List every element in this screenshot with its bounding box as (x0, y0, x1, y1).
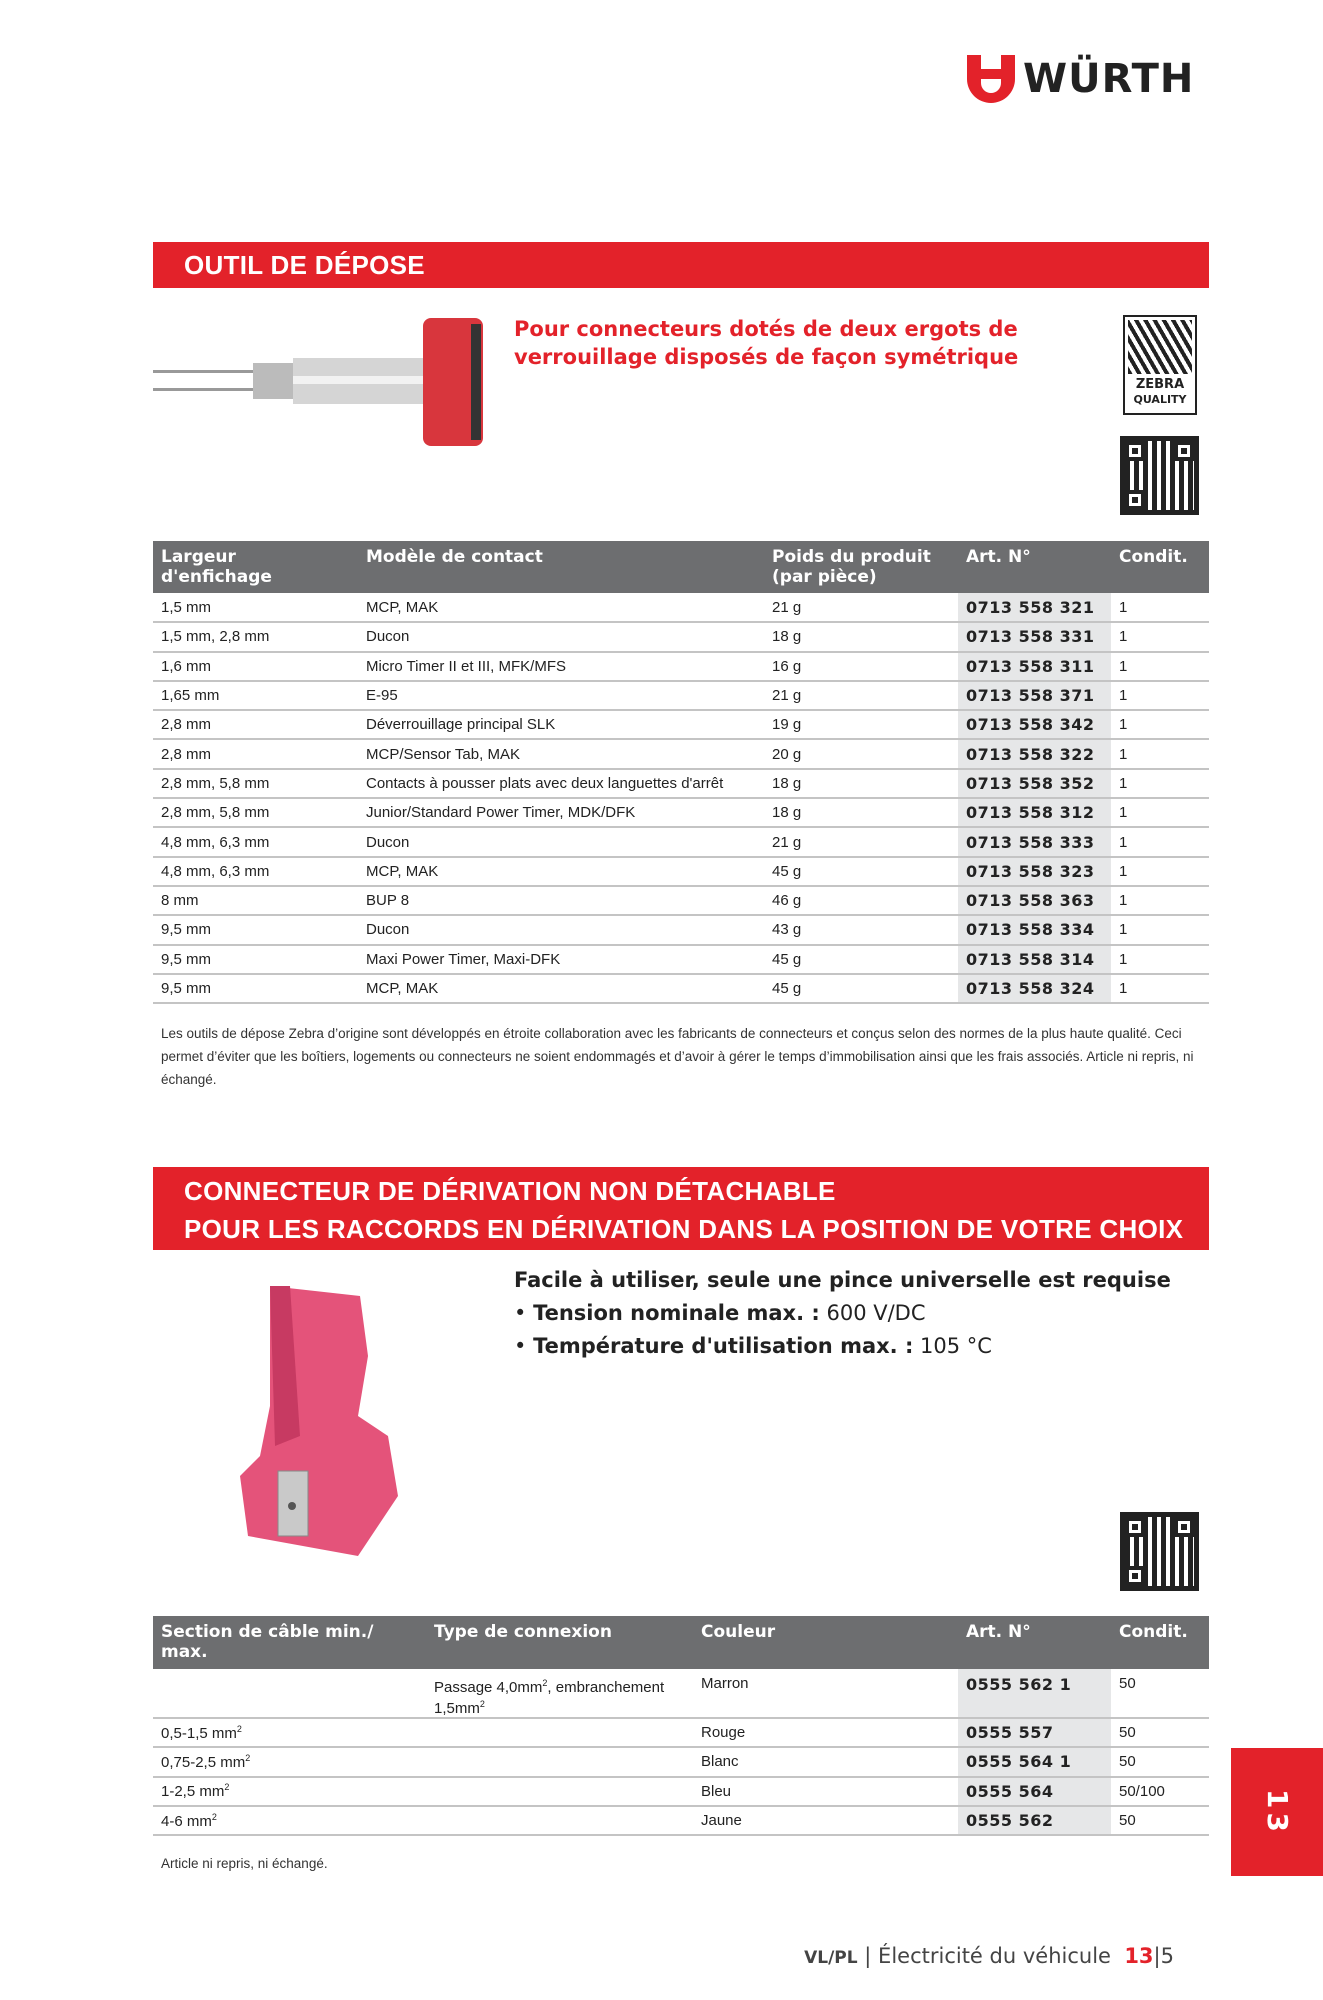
cell-modele: MCP, MAK (358, 974, 764, 1003)
cell-art: 0713 558 322 (958, 739, 1111, 768)
section1-note: Les outils de dépose Zebra d’origine sont développés en étroite collaboration avec les fabricants de connecteurs et conçus selon des normes de la plus haute qualité. Ceci permet d’éviter que les boîtiers, logements ou connecteurs ne soient endommagés et d’avoir à gérer le temps d’immobilisation ainsi que les frais associés. Article ni repris, ni échangé. (161, 1026, 1194, 1087)
cell-largeur: 9,5 mm (153, 945, 358, 974)
table-row (153, 1747, 1209, 1776)
cell-condit: 1 (1111, 798, 1209, 827)
table-row (153, 593, 1209, 622)
title-line: CONNECTEUR DE DÉRIVATION NON DÉTACHABLE (184, 1176, 836, 1206)
wurth-logo-mark-icon (967, 55, 1015, 103)
header-art: Art. N° (958, 1616, 1111, 1669)
cell-condit: 50 (1111, 1747, 1209, 1776)
cell-condit: 1 (1111, 886, 1209, 915)
cell-modele: Ducon (358, 622, 764, 651)
header-largeur: Largeur d'enfichage (153, 541, 358, 593)
cell-art: 0555 562 1 (958, 1669, 1111, 1718)
cell-art: 0713 558 334 (958, 915, 1111, 944)
cell-poids: 46 g (764, 886, 958, 915)
header-section: Section de câble min./ max. (153, 1616, 426, 1669)
cell-couleur: Marron (693, 1669, 958, 1718)
cell-modele: MCP, MAK (358, 857, 764, 886)
footer-chapter-number: 13 (1124, 1944, 1154, 1968)
section2-features (514, 1264, 1171, 1363)
table-row (153, 681, 1209, 710)
header-condit: Condit. (1111, 1616, 1209, 1669)
table-row (153, 652, 1209, 681)
table-row (153, 886, 1209, 915)
cell-poids: 19 g (764, 710, 958, 739)
cell-art: 0713 558 324 (958, 974, 1111, 1003)
cell-art: 0555 564 1 (958, 1747, 1111, 1776)
cell-condit: 1 (1111, 769, 1209, 798)
cell-condit: 1 (1111, 681, 1209, 710)
cell-poids: 45 g (764, 974, 958, 1003)
cell-art: 0713 558 314 (958, 945, 1111, 974)
feature-voltage: • Tension nominale max. : 600 V/DC (514, 1301, 926, 1325)
page-footer (804, 1944, 1174, 1968)
table-row (153, 739, 1209, 768)
table-row (153, 1718, 1209, 1747)
cell-type (426, 1718, 693, 1747)
cell-largeur: 1,5 mm, 2,8 mm (153, 622, 358, 651)
cell-art: 0713 558 333 (958, 827, 1111, 856)
table-row (153, 798, 1209, 827)
cell-condit: 1 (1111, 593, 1209, 622)
cell-poids: 45 g (764, 945, 958, 974)
cell-condit: 50/100 (1111, 1777, 1209, 1806)
cell-poids: 18 g (764, 769, 958, 798)
cell-largeur: 8 mm (153, 886, 358, 915)
chapter-number: 13 (1260, 1788, 1294, 1836)
header-condit: Condit. (1111, 541, 1209, 593)
cell-couleur: Bleu (693, 1777, 958, 1806)
cell-condit: 1 (1111, 652, 1209, 681)
cell-couleur: Jaune (693, 1806, 958, 1835)
cell-modele: Contacts à pousser plats avec deux languettes d'arrêt (358, 769, 764, 798)
cell-type: Passage $4,0mm^2$, embranchement $1,5mm^2$ (426, 1669, 693, 1718)
cell-largeur: 4,8 mm, 6,3 mm (153, 827, 358, 856)
cell-modele: Micro Timer II et III, MFK/MFS (358, 652, 764, 681)
cell-largeur: 2,8 mm, 5,8 mm (153, 798, 358, 827)
section-title-connecteur (153, 1167, 1209, 1250)
cell-type (426, 1747, 693, 1776)
cell-condit: 1 (1111, 974, 1209, 1003)
badge-line: QUALITY (1133, 393, 1187, 406)
header-art: Art. N° (958, 541, 1111, 593)
cell-art: 0713 558 312 (958, 798, 1111, 827)
table-row (153, 1806, 1209, 1835)
cell-condit: 1 (1111, 915, 1209, 944)
footer-page-number: 5 (1160, 1944, 1174, 1968)
header-modele: Modèle de contact (358, 541, 764, 593)
cell-poids: 43 g (764, 915, 958, 944)
cell-art: 0713 558 321 (958, 593, 1111, 622)
table-row (153, 769, 1209, 798)
cell-largeur: 2,8 mm (153, 739, 358, 768)
cell-condit: 1 (1111, 739, 1209, 768)
cell-modele: Déverrouillage principal SLK (358, 710, 764, 739)
cell-modele: MCP, MAK (358, 593, 764, 622)
cell-modele: Ducon (358, 827, 764, 856)
table-header-row (153, 1616, 1209, 1669)
table-row (153, 915, 1209, 944)
cell-section: 4-6 $mm^2$ (153, 1806, 426, 1835)
cell-modele: E-95 (358, 681, 764, 710)
header-type: Type de connexion (426, 1616, 693, 1669)
cell-art: 0555 562 (958, 1806, 1111, 1835)
section-title-outil: OUTIL DE DÉPOSE (153, 242, 1209, 288)
cell-poids: 20 g (764, 739, 958, 768)
qr-code-icon (1120, 436, 1199, 515)
cell-modele: BUP 8 (358, 886, 764, 915)
cell-section: 0,75-2,5 $mm^2$ (153, 1747, 426, 1776)
cell-largeur: 9,5 mm (153, 974, 358, 1003)
feature-temperature: • Température d'utilisation max. : 105 °C (514, 1334, 992, 1358)
cell-section: 1-2,5 $mm^2$ (153, 1777, 426, 1806)
cell-largeur: 9,5 mm (153, 915, 358, 944)
table-header-row (153, 541, 1209, 593)
footer-segment: VL/PL (804, 1948, 858, 1968)
footer-chapter: Électricité du véhicule (878, 1944, 1111, 1968)
table-row (153, 974, 1209, 1003)
cell-modele: Ducon (358, 915, 764, 944)
table-row (153, 1669, 1209, 1718)
table-row (153, 1777, 1209, 1806)
cell-poids: 18 g (764, 798, 958, 827)
cell-condit: 1 (1111, 827, 1209, 856)
cell-largeur: 1,5 mm (153, 593, 358, 622)
header-couleur: Couleur (693, 1616, 958, 1669)
cell-art: 0713 558 352 (958, 769, 1111, 798)
table-row (153, 827, 1209, 856)
wurth-logo (967, 54, 1212, 104)
cell-condit: 50 (1111, 1669, 1209, 1718)
cell-largeur: 2,8 mm (153, 710, 358, 739)
chapter-side-tab (1231, 1748, 1323, 1876)
product-image-connector (240, 1276, 405, 1571)
cell-modele: MCP/Sensor Tab, MAK (358, 739, 764, 768)
cell-largeur: 1,65 mm (153, 681, 358, 710)
cell-largeur: 4,8 mm, 6,3 mm (153, 857, 358, 886)
table-row (153, 622, 1209, 651)
qr-code-icon (1120, 1512, 1199, 1591)
table-row (153, 857, 1209, 886)
removal-tool-table (153, 541, 1209, 1004)
cell-section (153, 1669, 426, 1718)
cell-condit: 50 (1111, 1718, 1209, 1747)
cell-art: 0713 558 342 (958, 710, 1111, 739)
cell-art: 0555 557 (958, 1718, 1111, 1747)
cell-condit: 1 (1111, 710, 1209, 739)
badge-line: ZEBRA (1135, 377, 1185, 392)
footer-separator: | (864, 1944, 872, 1968)
cell-art: 0713 558 311 (958, 652, 1111, 681)
cell-condit: 1 (1111, 857, 1209, 886)
cell-condit: 1 (1111, 945, 1209, 974)
cell-poids: 21 g (764, 827, 958, 856)
cell-art: 0555 564 (958, 1777, 1111, 1806)
cell-couleur: Blanc (693, 1747, 958, 1776)
cell-poids: 21 g (764, 593, 958, 622)
cell-art: 0713 558 371 (958, 681, 1111, 710)
cell-modele: Junior/Standard Power Timer, MDK/DFK (358, 798, 764, 827)
title-line: POUR LES RACCORDS EN DÉRIVATION DANS LA POSITION DE VOTRE CHOIX (184, 1214, 1184, 1244)
cell-art: 0713 558 363 (958, 886, 1111, 915)
cell-section: 0,5-1,5 $mm^2$ (153, 1718, 426, 1747)
cell-poids: 16 g (764, 652, 958, 681)
cell-type (426, 1777, 693, 1806)
cell-poids: 21 g (764, 681, 958, 710)
cell-type (426, 1806, 693, 1835)
cell-condit: 50 (1111, 1806, 1209, 1835)
cell-poids: 18 g (764, 622, 958, 651)
cell-couleur: Rouge (693, 1718, 958, 1747)
cell-modele: Maxi Power Timer, Maxi-DFK (358, 945, 764, 974)
section1-subtitle (514, 315, 1018, 371)
table-row (153, 945, 1209, 974)
product-image-removal-tool (153, 318, 493, 448)
cell-largeur: 1,6 mm (153, 652, 358, 681)
feature-headline: Facile à utiliser, seule une pince universelle est requise (514, 1268, 1171, 1292)
zebra-stripes-icon (1128, 320, 1192, 374)
subtitle-line: Pour connecteurs dotés de deux ergots de (514, 317, 1018, 341)
table-row (153, 710, 1209, 739)
cell-largeur: 2,8 mm, 5,8 mm (153, 769, 358, 798)
cell-poids: 45 g (764, 857, 958, 886)
section2-note: Article ni repris, ni échangé. (161, 1856, 328, 1871)
footer-page-separator: | (1153, 1944, 1161, 1968)
brand-name: WÜRTH (1023, 56, 1195, 102)
header-poids: Poids du produit (par pièce) (764, 541, 958, 593)
subtitle-line: verrouillage disposés de façon symétrique (514, 345, 1019, 369)
cell-art: 0713 558 331 (958, 622, 1111, 651)
cell-art: 0713 558 323 (958, 857, 1111, 886)
zebra-quality-badge (1123, 315, 1197, 415)
cell-condit: 1 (1111, 622, 1209, 651)
connector-table (153, 1616, 1209, 1836)
